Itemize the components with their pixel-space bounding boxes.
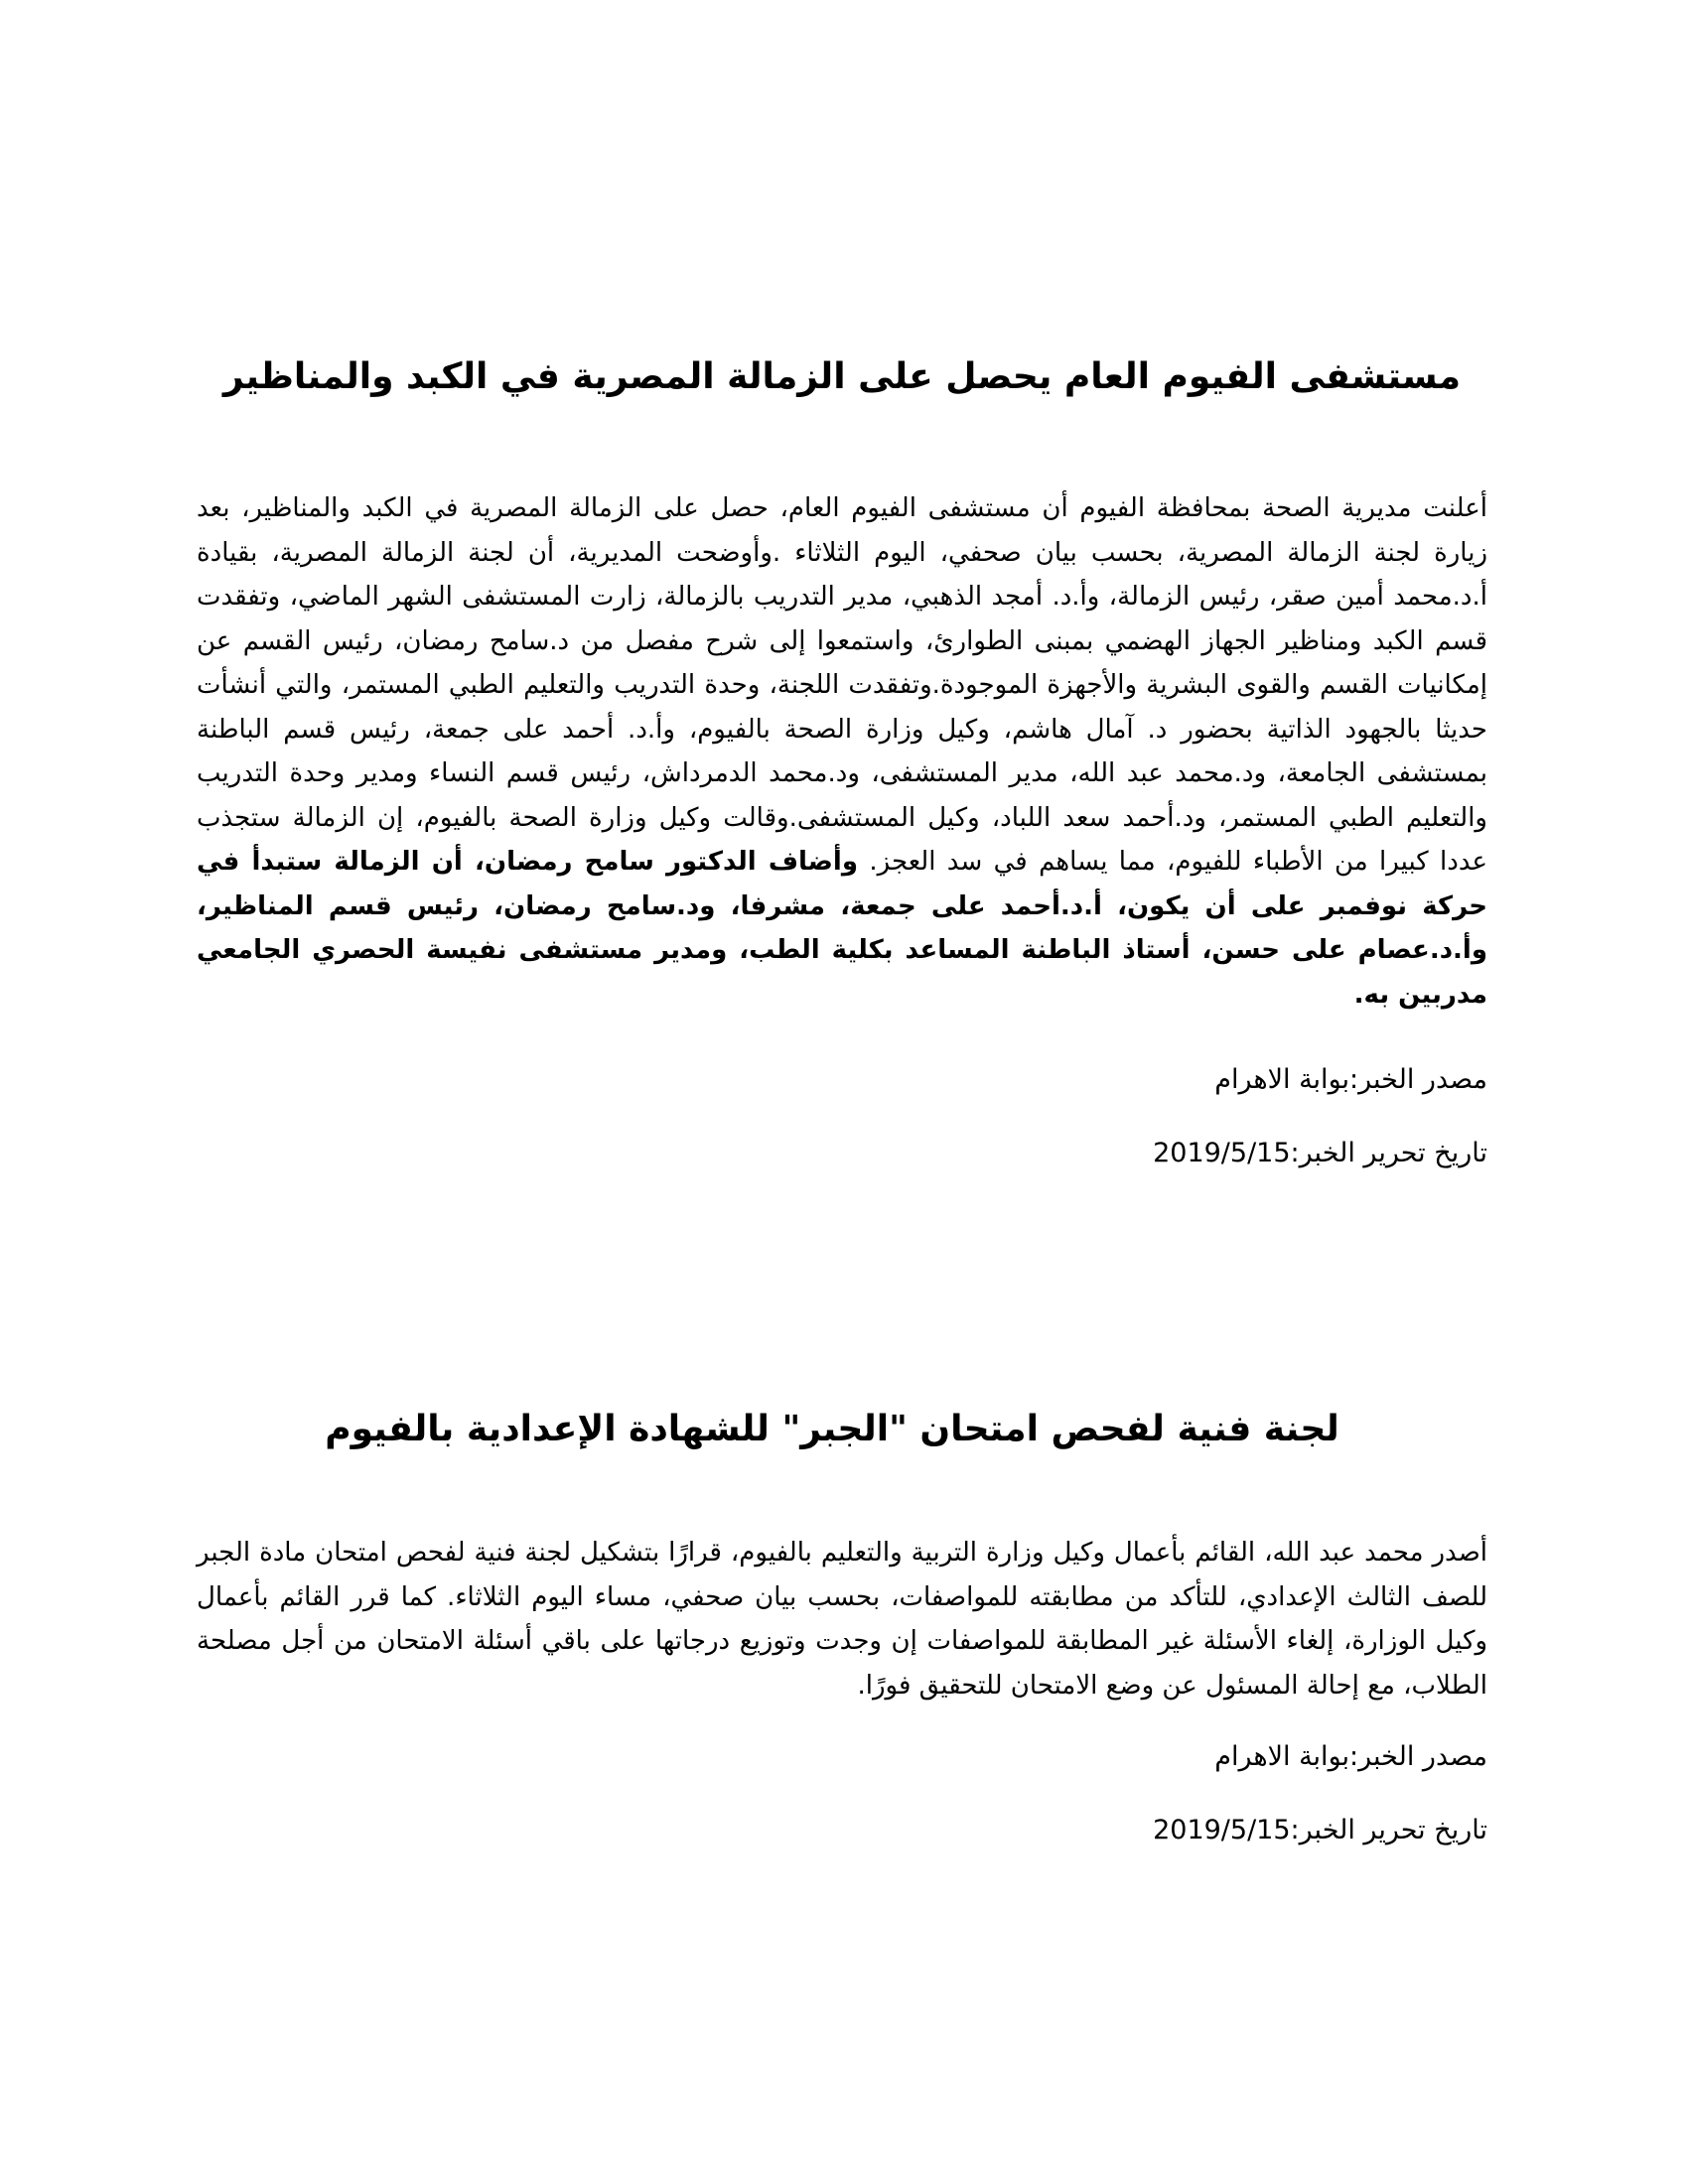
article-body-regular: أصدر محمد عبد الله، القائم بأعمال وكيل وزارة التربية والتعليم بالفيوم، قرارًا بتشكيل لجنة فنية لفحص امتحان مادة الجبر للصف الثالث الإعدادي، للتأكد من مطابقته للمواصفات، بحسب بيان صحفي، مساء اليوم الثلاثاء. كما قرر القائم بأعمال وكيل الوزارة، إلغاء الأسئلة غير المطابقة للمواصفات إن وجدت وتوزيع درجاتها على باقي أسئلة الامتحان من أجل مصلحة الطلاب، مع إحالة المسئول عن وضع الامتحان للتحقيق فورًا. (197, 1538, 1487, 1701)
article-body-regular: أعلنت مديرية الصحة بمحافظة الفيوم أن مستشفى الفيوم العام، حصل على الزمالة المصرية في الكبد والمناظير، بعد زيارة لجنة الزمالة المصرية، بحسب بيان صحفي، اليوم الثلاثاء .وأوضحت المديرية، أن لجنة الزمالة المصرية، بقيادة أ.د.محمد أمين صقر، رئيس الزمالة، وأ.د. أمجد الذهبي، مدير التدريب بالزمالة، زارت المستشفى الشهر الماضي، وتفقدت قسم الكبد ومناظير الجهاز الهضمي بمبنى الطوارئ، واستمعوا إلى شرح مفصل من د.سامح رمضان، رئيس القسم عن إمكانيات القسم والقوى البشرية والأجهزة الموجودة.وتفقدت اللجنة، وحدة التدريب والتعليم الطبي المستمر، والتي أنشأت حديثا بالجهود الذاتية بحضور د. آمال هاشم، وكيل وزارة الصحة بالفيوم، وأ.د. أحمد على جمعة، رئيس قسم الباطنة بمستشفى الجامعة، ود.محمد عبد الله، مدير المستشفى، ود.محمد الدمرداش، رئيس قسم النساء ومدير وحدة التدريب والتعليم الطبي المستمر، ود.أحمد سعد اللباد، وكيل المستشفى.وقالت وكيل وزارة الصحة بالفيوم، إن الزمالة ستجذب عددا كبيرا من الأطباء للفيوم، مما يساهم في سد العجز. (197, 493, 1487, 877)
article-source: مصدر الخبر:بوابة الاهرام (1214, 1064, 1487, 1095)
article-headline: مستشفى الفيوم العام يحصل على الزمالة المصرية في الكبد والمناظير (222, 356, 1462, 397)
news-article-fayoum-hospital (197, 347, 1487, 1173)
article-body-bold: وأضاف الدكتور سامح رمضان، أن الزمالة ستبدأ في حركة نوفمبر على أن يكون، أ.د.أحمد على جمعة، مشرفا، ود.سامح رمضان، رئيس قسم المناظير، وأ.د.عصام على حسن، أستاذ الباطنة المساعد بكلية الطب، ومدير مستشفى نفيسة الحصري الجامعي مدربين به. (197, 847, 1487, 1010)
article-body (197, 486, 1487, 1017)
article-date: تاريخ تحرير الخبر:2019/5/15 (1153, 1138, 1487, 1168)
article-headline: لجنة فنية لفحص امتحان "الجبر" للشهادة الإعدادية بالفيوم (325, 1409, 1339, 1449)
article-body (197, 1531, 1487, 1707)
article-source: مصدر الخبر:بوابة الاهرام (1214, 1741, 1487, 1772)
news-article-algebra-exam (197, 1400, 1487, 1850)
article-date: تاريخ تحرير الخبر:2019/5/15 (1153, 1815, 1487, 1845)
